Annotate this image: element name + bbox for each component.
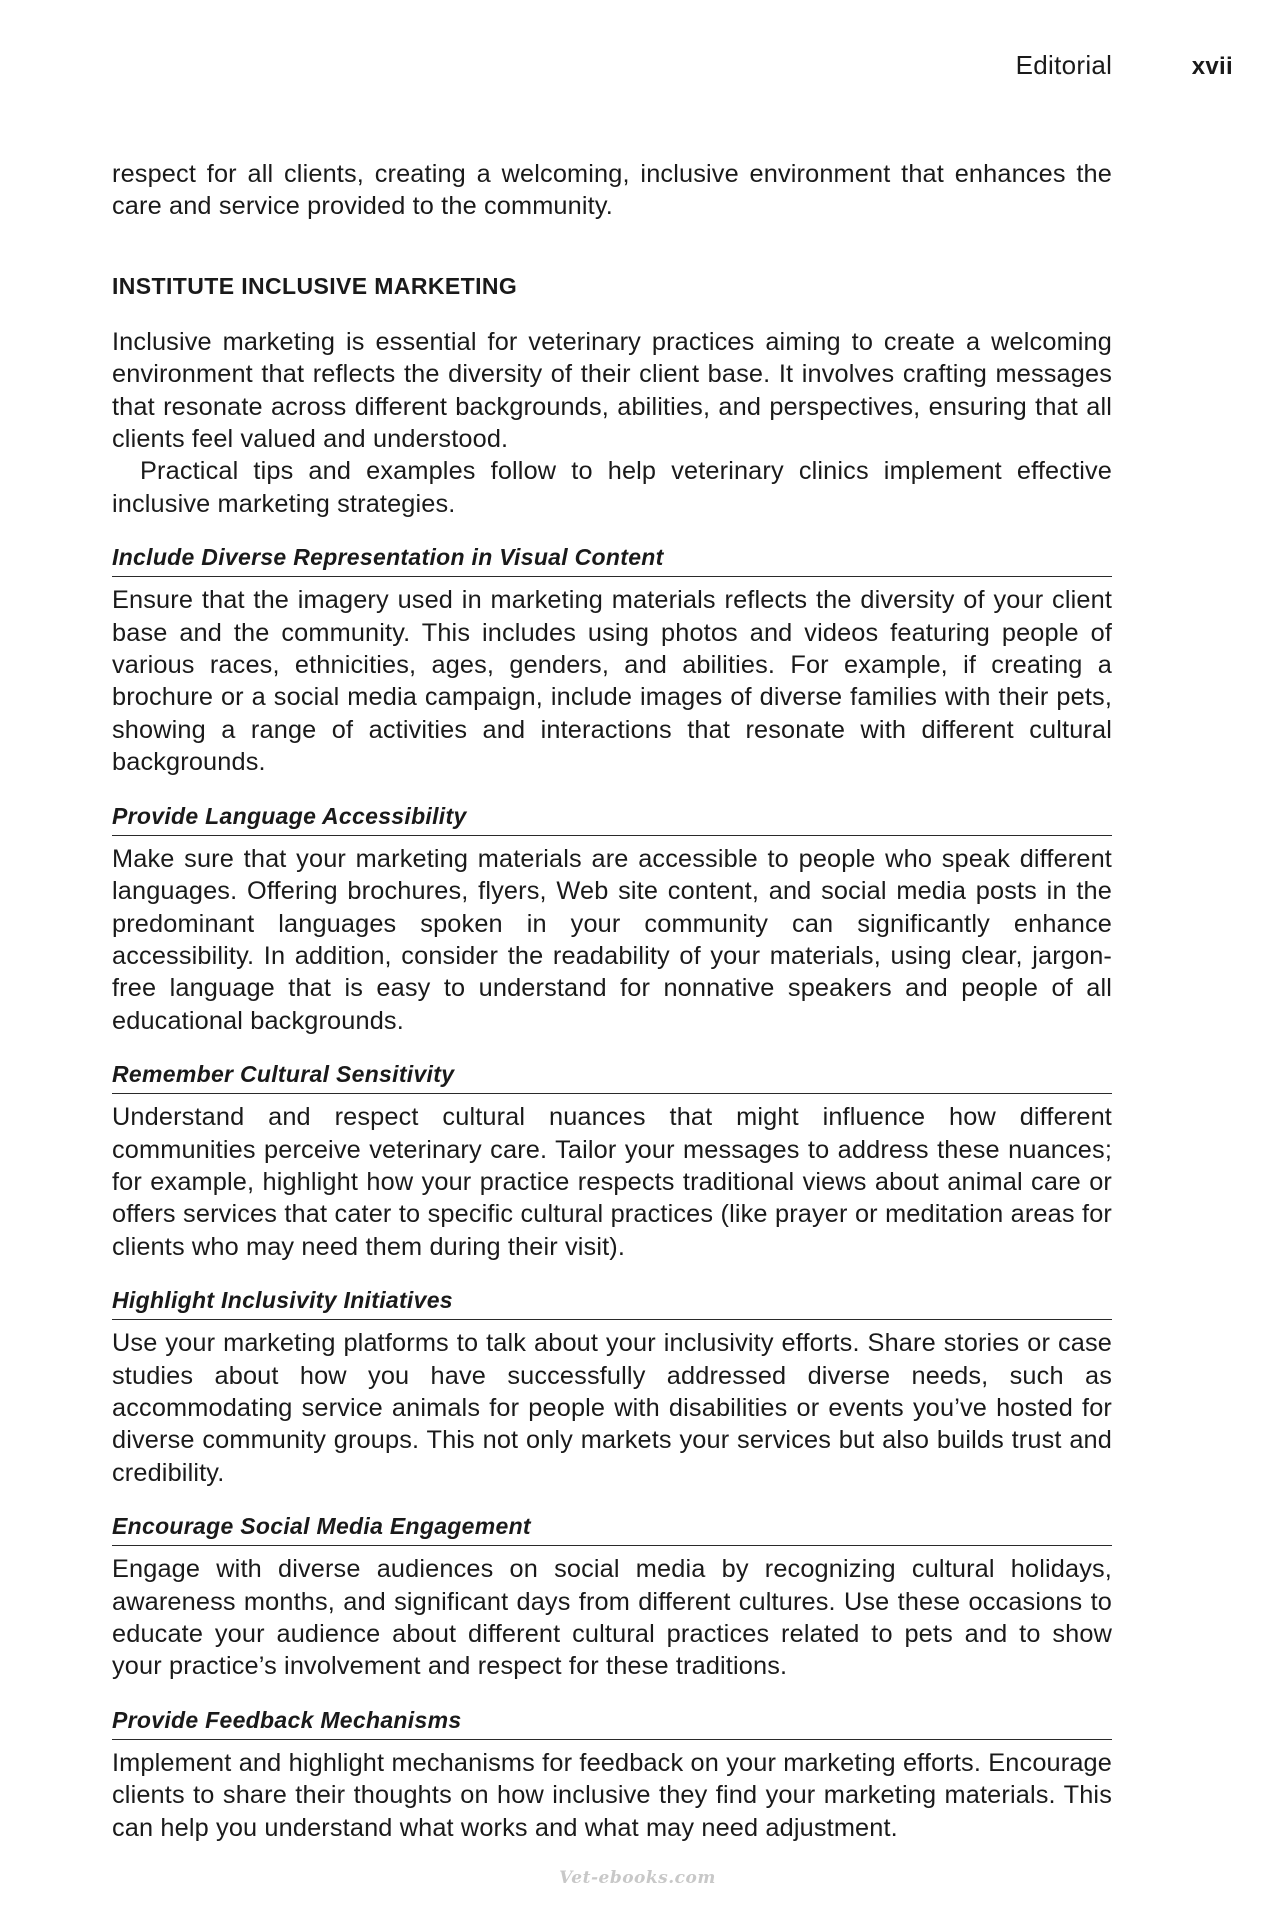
subsection-body: Use your marketing platforms to talk about your inclusivity efforts. Share stories or case studies about how you have successfully addressed diverse needs, such as accommodating service animals for people with disabilities or events you’ve hosted for diverse community groups. This not only markets your services but also builds trust and credibility. bbox=[112, 1329, 1112, 1487]
running-head bbox=[1016, 50, 1233, 81]
subsection-body: Engage with diverse audiences on social media by recognizing cultural holidays, awareness months, and significant days from different cultures. Use these occasions to educate your audience about different cultural practices related to pets and to show your practice’s involvement and respect for these traditions. bbox=[112, 1555, 1112, 1681]
section-heading: INSTITUTE INCLUSIVE MARKETING bbox=[112, 272, 518, 299]
section-paragraph: Inclusive marketing is essential for veterinary practices aiming to create a welcoming environment that reflects the diversity of their client base. It involves crafting messages that resonate across different backgrounds, abilities, and perspectives, ensuring that all clients feel valued and understood. bbox=[112, 327, 1112, 454]
subsection-body: Understand and respect cultural nuances that might influence how different communities perceive veterinary care. Tailor your messages to address these nuances; for example, highlight how your practice respects traditional views about animal care or offers services that cater to specific cultural practices (like prayer or meditation areas for clients who may need them during their visit). bbox=[112, 1103, 1112, 1261]
running-title: Editorial bbox=[1015, 50, 1113, 80]
subsection-body: Implement and highlight mechanisms for feedback on your marketing efforts. Encourage clients to share their thoughts on how inclusive they find your marketing materials. This can help you understand what works and what may need adjustment. bbox=[112, 1748, 1112, 1842]
section-paragraph: Practical tips and examples follow to help veterinary clinics implement effective inclusive marketing strategies. bbox=[112, 457, 1112, 518]
intro-paragraph: respect for all clients, creating a welcoming, inclusive environment that enhances the care and service provided to the community. bbox=[112, 160, 1112, 221]
subsection-body: Make sure that your marketing materials are accessible to people who speak different languages. Offering brochures, flyers, Web site content, and social media posts in the predominant languages spoken in your community can significantly enhance accessibility. In addition, consider the readability of your materials, using clear, jargon-free language that is easy to understand for nonnative speakers and people of all educational backgrounds. bbox=[112, 844, 1112, 1035]
subsection-heading: Remember Cultural Sensitivity bbox=[112, 1059, 1112, 1094]
subsection-heading: Include Diverse Representation in Visual Content bbox=[112, 542, 1112, 577]
subsection-heading: Provide Language Accessibility bbox=[112, 801, 1112, 836]
page-number: xvii bbox=[1191, 53, 1233, 80]
subsection-heading: Encourage Social Media Engagement bbox=[112, 1511, 1112, 1546]
subsection-body: Ensure that the imagery used in marketing materials reflects the diversity of your client base and the community. This includes using photos and videos featuring people of various races, ethnicities, ages, genders, and abilities. For example, if creating a brochure or a social media campaign, include images of diverse families with their pets, showing a range of activities and interactions that resonate with different cultural backgrounds. bbox=[112, 586, 1112, 777]
watermark-logo: Vet-ebooks.com bbox=[559, 1868, 716, 1888]
subsection-heading: Provide Feedback Mechanisms bbox=[112, 1705, 1112, 1740]
page-body bbox=[112, 158, 1112, 1844]
subsection-heading: Highlight Inclusivity Initiatives bbox=[112, 1285, 1112, 1320]
